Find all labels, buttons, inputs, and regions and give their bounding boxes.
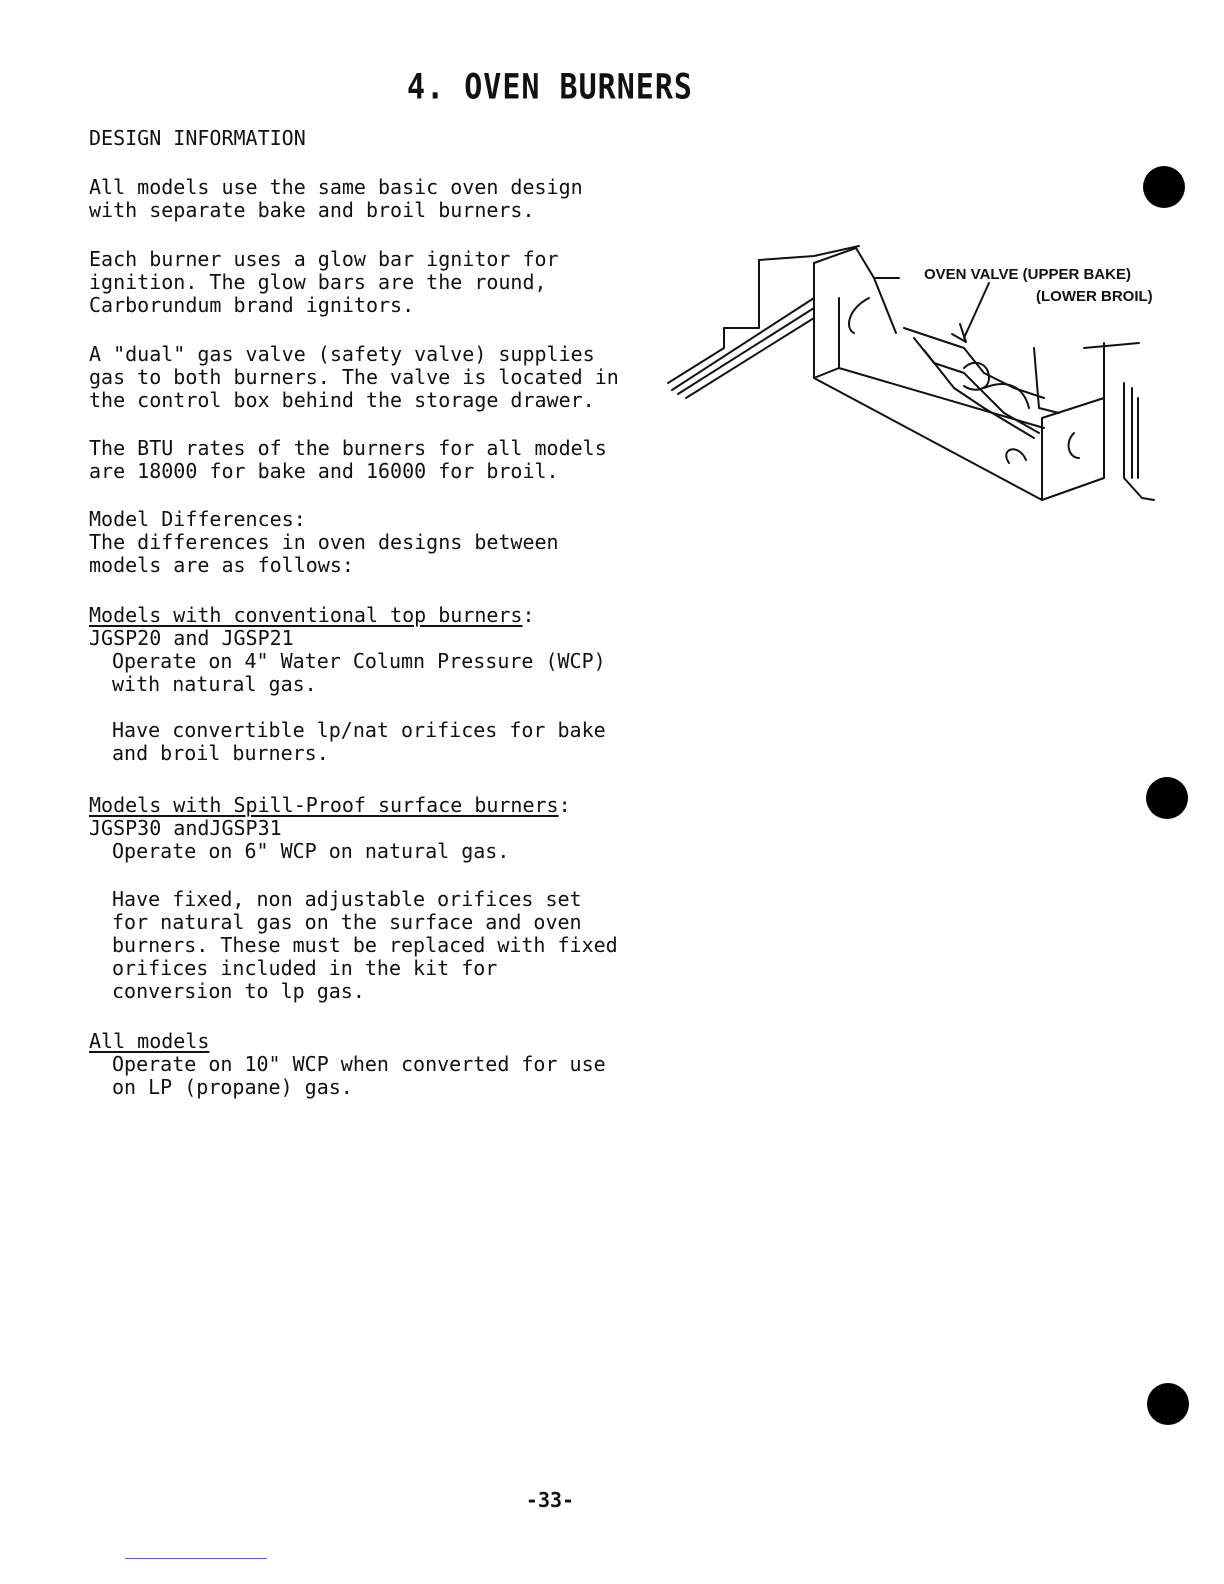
text-line: Operate on 10" WCP when converted for use [112,1052,606,1076]
text-line: the control box behind the storage drawer. [89,388,595,412]
model-list: JGSP20 and JGSP21 [89,626,294,650]
subsection-heading [89,604,619,627]
page-title: 4. OVEN BURNERS [407,67,693,108]
diagram-label-upper: OVEN VALVE (UPPER BAKE) [924,266,1131,283]
text-line: Model Differences: [89,507,306,531]
section-all-models [89,1030,619,1099]
punch-hole-icon [1143,166,1185,208]
text-line: with separate bake and broil burners. [89,198,535,222]
text-line: All models use the same basic oven design [89,175,583,199]
text-line: A "dual" gas valve (safety valve) supplies [89,342,595,366]
text-line: Have fixed, non adjustable orifices set [112,887,582,911]
punch-hole-icon [1146,777,1188,819]
text-line: with natural gas. [112,672,317,696]
text-line: and broil burners. [112,741,329,765]
model-list: JGSP30 andJGSP31 [89,816,282,840]
section-spill-proof [89,794,619,1003]
paragraph-model-differences [89,508,619,577]
text-line: ignition. The glow bars are the round, [89,270,547,294]
text-line: Carborundum brand ignitors. [89,293,415,317]
text-line: on LP (propane) gas. [112,1075,353,1099]
heading-underlined: Models with conventional top burners [89,603,523,627]
punch-hole-icon [1147,1383,1189,1425]
section-conventional [89,604,619,765]
paragraph-ignitor [89,248,619,317]
oven-valve-diagram [664,238,1184,518]
text-line: gas to both burners. The valve is located in [89,365,619,389]
heading-colon: : [522,603,535,627]
heading-underlined: Models with Spill-Proof surface burners [89,793,559,817]
text-line: models are as follows: [89,553,354,577]
paragraph-btu [89,437,619,483]
section-label: DESIGN INFORMATION [89,126,306,150]
text-line: orifices included in the kit for [112,956,498,980]
footer-rule [125,1558,267,1559]
page-number: -33- [525,1488,575,1512]
heading-underlined: All models [89,1029,210,1053]
text-line: The BTU rates of the burners for all models [89,436,607,460]
subsection-heading [89,1030,619,1053]
paragraph-design [89,176,619,222]
text-line: Operate on 4" Water Column Pressure (WCP) [112,649,606,673]
heading-colon: : [558,793,571,817]
diagram-label-lower: (LOWER BROIL) [1036,288,1153,305]
text-line: conversion to lp gas. [112,979,365,1003]
paragraph-gas-valve [89,343,619,412]
subsection-heading [89,794,619,817]
text-line: are 18000 for bake and 16000 for broil. [89,459,559,483]
text-line: Have convertible lp/nat orifices for bake [112,718,606,742]
text-line: burners. These must be replaced with fixed [112,933,618,957]
text-line: for natural gas on the surface and oven [112,910,582,934]
text-line: Each burner uses a glow bar ignitor for [89,247,559,271]
text-line: Operate on 6" WCP on natural gas. [112,839,510,863]
text-line: The differences in oven designs between [89,530,559,554]
